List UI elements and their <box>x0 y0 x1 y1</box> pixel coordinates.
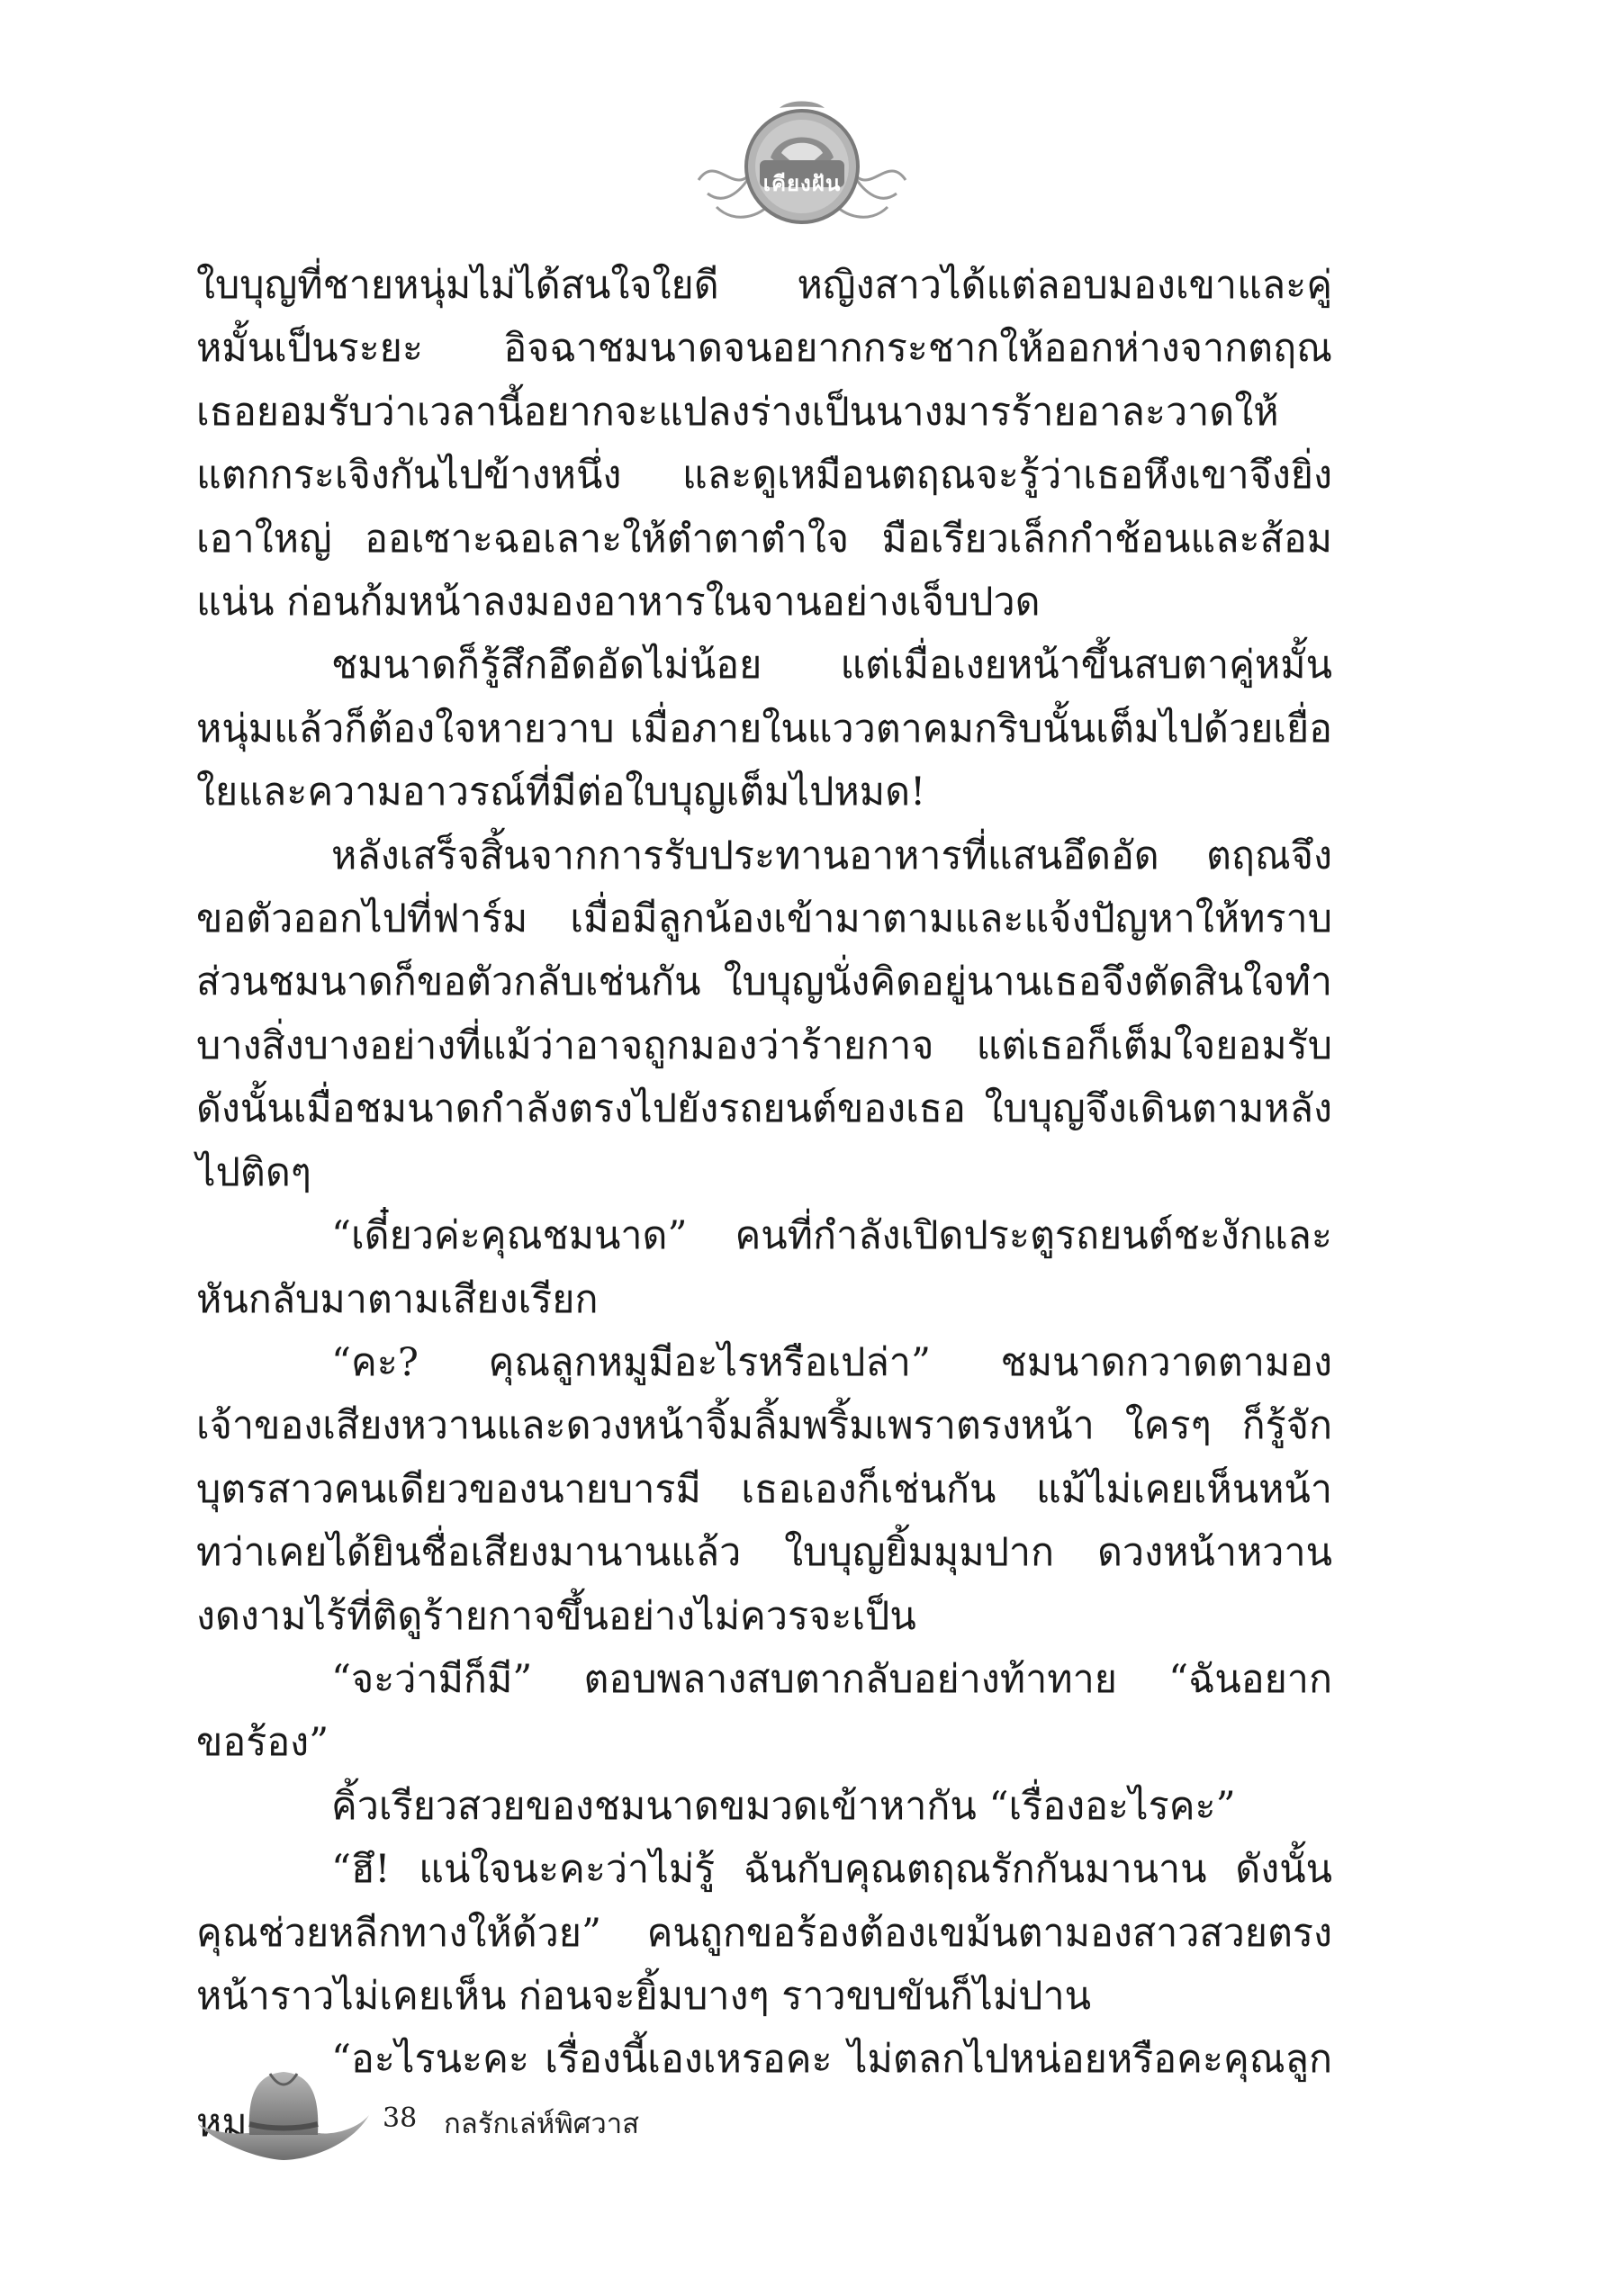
paragraph: “เดี๋ยวค่ะคุณชมนาด” คนที่กำลังเปิดประตูรถยนต์ชะงักและหันกลับมาตามเสียงเรียก <box>196 1213 1332 1322</box>
page-footer <box>194 2061 824 2178</box>
paragraph: ใบบุญที่ชายหนุ่มไม่ได้สนใจใยดี หญิงสาวได้แต่ลอบมองเขาและคู่หมั้นเป็นระยะ อิจฉาชมนาดจนอยากกระชากให้ออกห่างจากตฤณ เธอยอมรับว่าเวลานี้อยากจะแปลงร่างเป็นนางมารร้ายอาละวาดให้แตกกระเจิงกันไปข้างหนึ่ง และดูเหมือนตฤณจะรู้ว่าเธอหึงเขาจึงยิ่งเอาใหญ่ ออเซาะฉอเลาะให้ตำตาตำใจ มือเรียวเล็กกำช้อนและส้อมแน่น ก่อนก้มหน้าลงมองอาหารในจานอย่างเจ็บปวด <box>196 263 1332 626</box>
body-text <box>196 254 1332 2155</box>
paragraph: “คะ? คุณลูกหมูมีอะไรหรือเปล่า” ชมนาดกวาดตามองเจ้าของเสียงหวานและดวงหน้าจิ้มลิ้มพริ้มเพราตรงหน้า ใครๆ ก็รู้จักบุตรสาวคนเดียวของนายบารมี เธอเองก็เช่นกัน แม้ไม่เคยเห็นหน้า ทว่าเคยได้ยินชื่อเสียงมานานแล้ว ใบบุญยิ้มมุมปาก ดวงหน้าหวานงดงามไร้ที่ติดูร้ายกาจขึ้นอย่างไม่ควรจะเป็น <box>196 1339 1332 1639</box>
paragraph: หลังเสร็จสิ้นจากการรับประทานอาหารที่แสนอึดอัด ตฤณจึงขอตัวออกไปที่ฟาร์ม เมื่อมีลูกน้องเข้ามาตามและแจ้งปัญหาให้ทราบ ส่วนชมนาดก็ขอตัวกลับเช่นกัน ใบบุญนั่งคิดอยู่นานเธอจึงตัดสินใจทำบางสิ่งบางอย่างที่แม้ว่าอาจถูกมองว่าร้ายกาจ แต่เธอก็เต็มใจยอมรับ ดังนั้นเมื่อชมนาดกำลังตรงไปยังรถยนต์ของเธอ ใบบุญจึงเดินตามหลังไปติดๆ <box>196 833 1332 1195</box>
header-emblem-icon <box>681 81 924 243</box>
book-title: กลรักเล่ห์พิศวาส <box>444 2108 640 2140</box>
emblem-caption: เคียงฝัน <box>762 171 842 196</box>
paragraph: “จะว่ามีก็มี” ตอบพลางสบตากลับอย่างท้าทาย “ฉันอยากขอร้อง” <box>196 1656 1332 1766</box>
paragraph: “ฮึ! แน่ใจนะคะว่าไม่รู้ ฉันกับคุณตฤณรักกันมานาน ดังนั้นคุณช่วยหลีกทางให้ด้วย” คนถูกขอร้องต้องเขม้นตามองสาวสวยตรงหน้าราวไม่เคยเห็น ก่อนจะยิ้มบางๆ ราวขบขันก็ไม่ปาน <box>196 1847 1332 2019</box>
paragraph: “อะไรนะคะ เรื่องนี้เองเหรอคะ ไม่ตลกไปหน่อยหรือคะคุณลูกหมู <box>196 2037 1332 2146</box>
paragraph: ชมนาดก็รู้สึกอึดอัดไม่น้อย แต่เมื่อเงยหน้าขึ้นสบตาคู่หมั้นหนุ่มแล้วก็ต้องใจหายวาบ เมื่อภายในแววตาคมกริบนั้นเต็มไปด้วยเยื่อใยและความอาวรณ์ที่มีต่อใบบุญเต็มไปหมด! <box>196 643 1332 815</box>
page-number: 38 <box>383 2102 418 2134</box>
paragraph: คิ้วเรียวสวยของชมนาดขมวดเข้าหากัน “เรื่องอะไรคะ” <box>331 1783 1236 1829</box>
cowboy-hat-icon <box>194 2061 374 2169</box>
